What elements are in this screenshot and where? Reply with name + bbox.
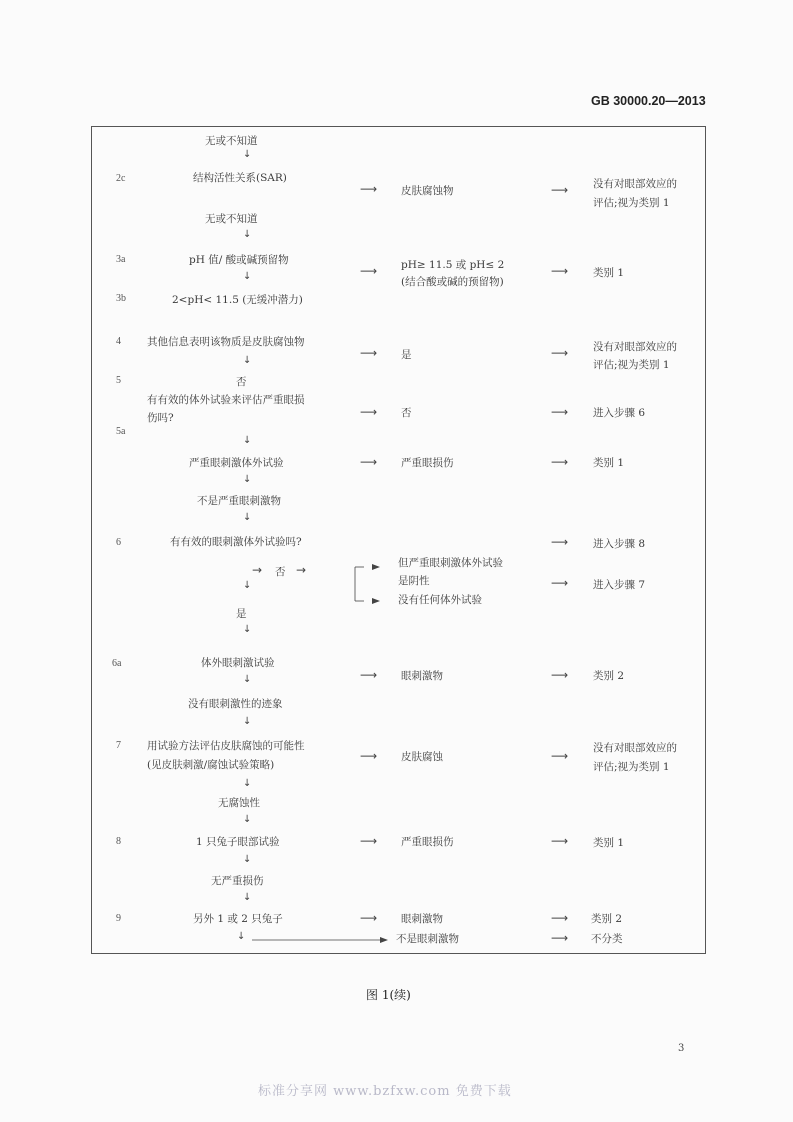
down-arrow-icon: ↓	[243, 674, 252, 685]
outcome-text: 评估;视为类别 1	[593, 359, 670, 371]
outcome-text: 类别 1	[593, 457, 625, 469]
result-text: pH≥ 11.5 或 pH≤ 2	[401, 259, 505, 271]
down-arrow-icon: ↓	[237, 931, 246, 942]
right-arrow-icon: ⟶	[551, 405, 569, 419]
step-number: 7	[116, 740, 121, 751]
result-text: 没有任何体外试验	[398, 594, 482, 606]
result-text: 皮肤腐蚀物	[401, 185, 454, 197]
step-text: 体外眼刺激试验	[201, 657, 275, 669]
step-number: 8	[116, 836, 121, 847]
step-number: 5	[116, 375, 121, 386]
outcome-text: 进入步骤 6	[593, 407, 646, 419]
right-arrow-icon: ⟶	[551, 834, 569, 848]
result-text: 皮肤腐蚀	[401, 751, 443, 763]
result-text: 严重眼损伤	[401, 836, 454, 848]
result-text: 不是眼刺激物	[396, 933, 459, 945]
step-text: 伤吗?	[147, 412, 174, 424]
step-text: 其他信息表明该物质是皮肤腐蚀物	[147, 336, 305, 348]
down-arrow-icon: ↓	[243, 580, 252, 591]
right-arrow-icon: ⟶	[551, 455, 569, 469]
right-arrow-icon: →	[296, 563, 307, 577]
step-text: 另外 1 或 2 只兔子	[193, 913, 283, 925]
step-text: 不是严重眼刺激物	[197, 495, 281, 507]
down-arrow-icon: ↓	[243, 892, 252, 903]
result-text: 眼刺激物	[401, 913, 443, 925]
outcome-text: 没有对眼部效应的	[593, 341, 677, 353]
step-number: 4	[116, 336, 121, 347]
right-arrow-icon: ⟶	[551, 183, 569, 197]
down-arrow-icon: ↓	[243, 435, 252, 446]
step-text: 有有效的体外试验来评估严重眼损	[147, 394, 305, 406]
down-arrow-icon: ↓	[243, 474, 252, 485]
right-arrow-icon: ⟶	[551, 576, 569, 590]
outcome-text: 类别 1	[593, 837, 625, 849]
step-number: 3a	[116, 254, 126, 265]
right-arrow-icon: ⟶	[551, 911, 569, 925]
down-arrow-icon: ↓	[243, 814, 252, 825]
right-arrow-icon: ⟶	[551, 346, 569, 360]
right-arrow-icon: ⟶	[360, 911, 378, 925]
step-text: 用试验方法评估皮肤腐蚀的可能性	[147, 740, 305, 752]
right-arrow-icon: ⟶	[360, 264, 378, 278]
step-text: 2<pH< 11.5 (无缓冲潜力)	[172, 294, 303, 306]
step-text: 严重眼刺激体外试验	[189, 457, 284, 469]
down-arrow-icon: ↓	[243, 149, 252, 160]
down-arrow-icon: ↓	[243, 778, 252, 789]
step-text: 结构活性关系(SAR)	[193, 172, 287, 184]
step-text: 1 只兔子眼部试验	[196, 836, 280, 848]
step-number: 6a	[112, 658, 122, 669]
step-text: (见皮肤刺激/腐蚀试验策略)	[147, 759, 275, 771]
outcome-text: 评估;视为类别 1	[593, 197, 670, 209]
result-text: 是阴性	[398, 575, 430, 587]
right-arrow-icon: ⟶	[551, 535, 569, 549]
outcome-text: 类别 2	[591, 913, 623, 925]
step-text: pH 值/ 酸或碱预留物	[189, 254, 289, 266]
down-arrow-icon: ↓	[243, 229, 252, 240]
result-text: 严重眼损伤	[401, 457, 454, 469]
right-arrow-icon: ⟶	[360, 455, 378, 469]
outcome-text: 不分类	[591, 933, 623, 945]
step-text: 没有眼刺激性的迹象	[188, 698, 283, 710]
outcome-text: 评估;视为类别 1	[593, 761, 670, 773]
right-arrow-icon: ⟶	[360, 668, 378, 682]
step-text: 有有效的眼刺激体外试验吗?	[170, 536, 302, 548]
step-number: 5a	[116, 426, 126, 437]
down-arrow-icon: ↓	[243, 716, 252, 727]
down-arrow-icon: ↓	[243, 512, 252, 523]
standard-number: GB 30000.20—2013	[591, 94, 706, 108]
down-arrow-icon: ↓	[243, 355, 252, 366]
step-text: 无腐蚀性	[218, 797, 260, 809]
right-arrow-icon: →	[252, 563, 263, 577]
right-arrow-icon: ⟶	[360, 749, 378, 763]
outcome-text: 没有对眼部效应的	[593, 178, 677, 190]
right-arrow-icon: ⟶	[360, 182, 378, 196]
right-arrow-icon: ⟶	[360, 346, 378, 360]
down-arrow-icon: ↓	[243, 271, 252, 282]
outcome-text: 进入步骤 7	[593, 579, 646, 591]
step-number: 6	[116, 537, 121, 548]
step-number: 9	[116, 913, 121, 924]
right-arrow-icon: ⟶	[551, 931, 569, 945]
outcome-text: 没有对眼部效应的	[593, 742, 677, 754]
right-arrow-icon: ⟶	[551, 749, 569, 763]
down-arrow-icon: ↓	[243, 854, 252, 865]
right-arrow-icon: ⟶	[360, 405, 378, 419]
result-text: 眼刺激物	[401, 670, 443, 682]
step-text: 是	[236, 608, 247, 620]
result-text: 是	[401, 349, 412, 361]
right-arrow-icon: ⟶	[360, 834, 378, 848]
down-arrow-icon: ↓	[243, 624, 252, 635]
page-number: 3	[678, 1043, 685, 1054]
result-text: 但严重眼刺激体外试验	[398, 557, 503, 569]
result-text: 否	[401, 407, 412, 419]
step-text: 无或不知道	[205, 213, 258, 225]
step-number: 3b	[116, 293, 126, 304]
step-text: 无严重损伤	[211, 875, 264, 887]
step-text: 否	[236, 376, 247, 388]
step-text: 无或不知道	[205, 135, 258, 147]
watermark: 标准分享网 www.bzfxw.com 免费下载	[258, 1084, 512, 1099]
outcome-text: 类别 2	[593, 670, 625, 682]
step-text: 否	[275, 566, 286, 578]
right-arrow-icon: ⟶	[551, 264, 569, 278]
outcome-text: 进入步骤 8	[593, 538, 646, 550]
result-text: (结合酸或碱的预留物)	[401, 276, 504, 288]
figure-caption: 图 1(续)	[366, 988, 411, 1002]
right-arrow-icon: ⟶	[551, 668, 569, 682]
step-number: 2c	[116, 173, 126, 184]
outcome-text: 类别 1	[593, 267, 625, 279]
